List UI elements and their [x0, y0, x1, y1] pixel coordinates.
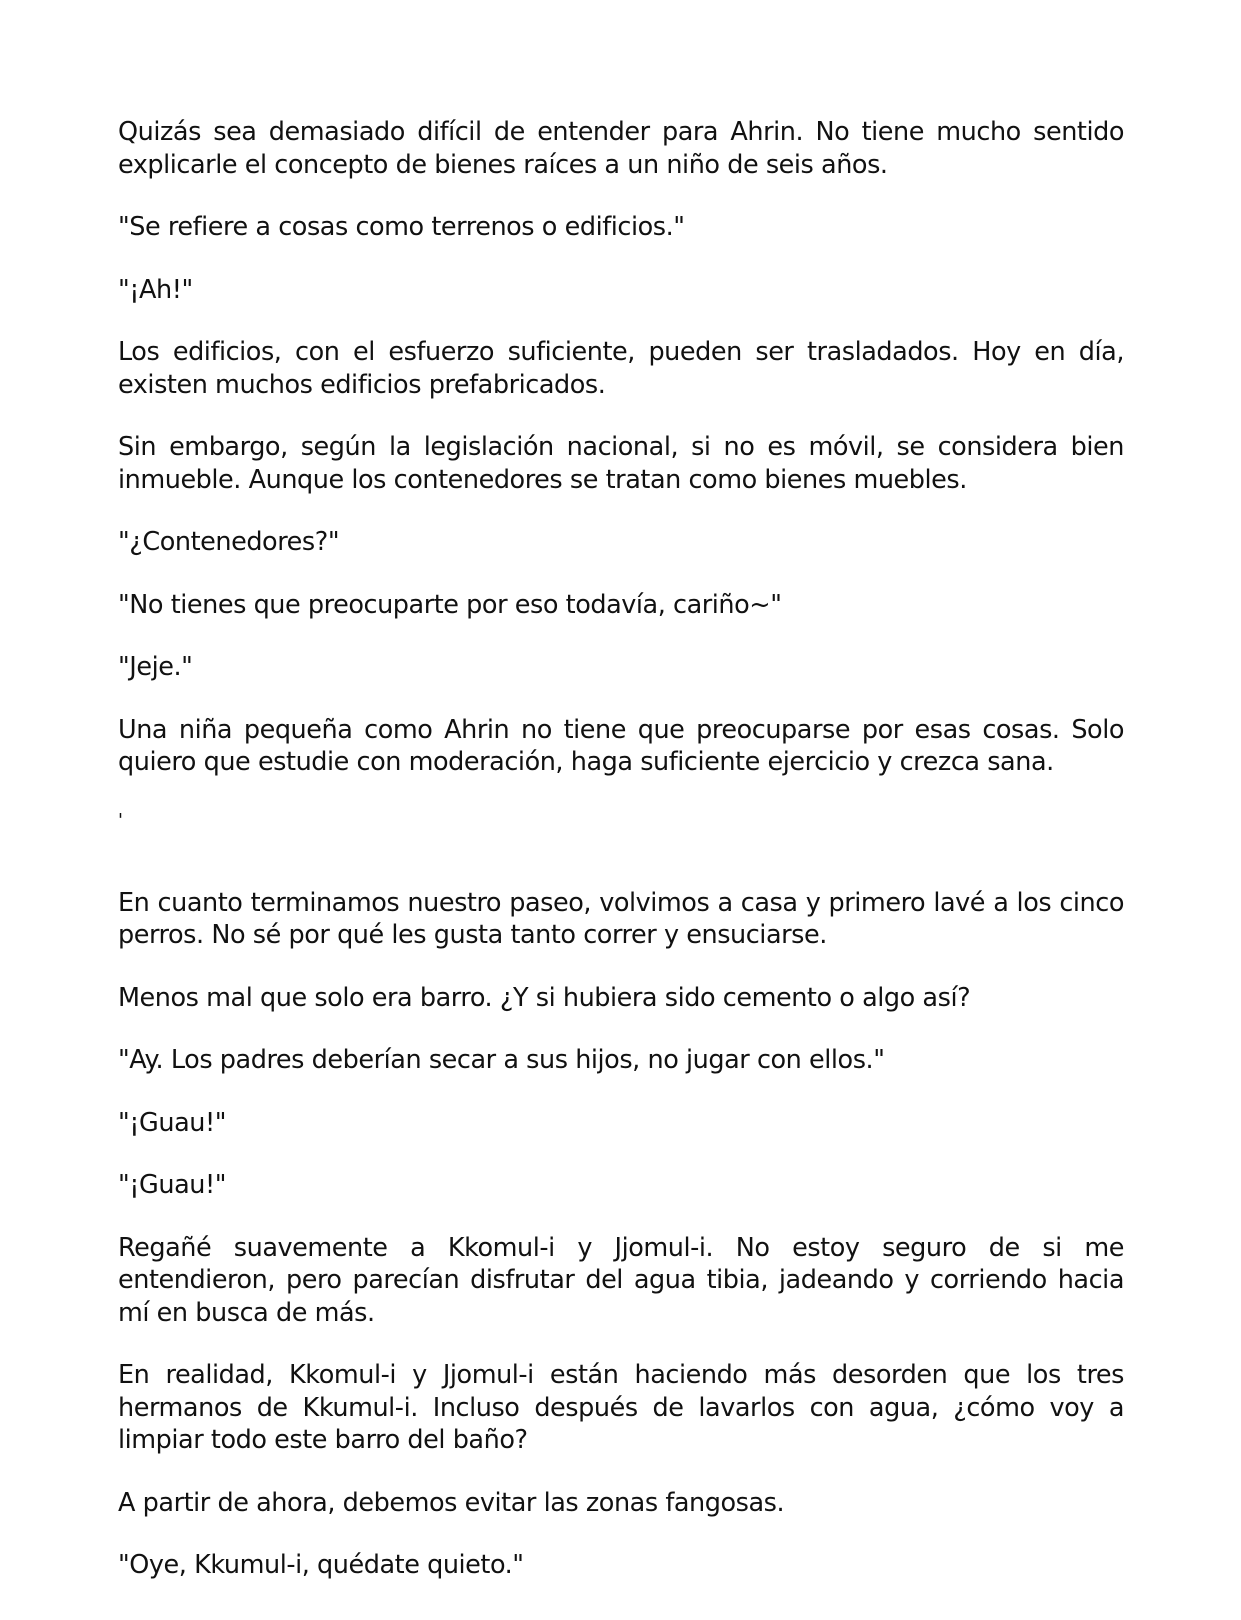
paragraph: "No tienes que preocuparte por eso todavía, cariño~" [118, 589, 782, 620]
body-text [118, 116, 1124, 1612]
paragraph: Sin embargo, según la legislación nacional, si no es móvil, se considera bien inmueble. Aunque los contenedores se tratan como bienes muebles. [118, 432, 1124, 495]
paragraph: "¡Guau!" [118, 1170, 227, 1200]
paragraph: Los edificios, con el esfuerzo suficiente, pueden ser trasladados. Hoy en día, existen muchos edificios prefabricados. [118, 337, 1124, 400]
paragraph: A partir de ahora, debemos evitar las zonas fangosas. [118, 1487, 785, 1518]
paragraph: "Jeje." [118, 652, 193, 682]
paragraph: Menos mal que solo era barro. ¿Y si hubiera sido cemento o algo así? [118, 982, 971, 1013]
section-separator-mark: ' [118, 809, 123, 831]
paragraph: En realidad, Kkomul-i y Jjomul-i están haciendo más desorden que los tres hermanos de Kkumul-i. Incluso después de lavarlos con agua, ¿cómo voy a limpiar todo este barro del baño? [118, 1360, 1124, 1455]
paragraph: "¡Guau!" [118, 1107, 227, 1138]
paragraph: Quizás sea demasiado difícil de entender para Ahrin. No tiene mucho sentido explicarle el concepto de bienes raíces a un niño de seis años. [118, 117, 1124, 180]
paragraph: "¿Contenedores?" [118, 527, 340, 557]
paragraph: "¡Ah!" [118, 274, 193, 305]
paragraph: Regañé suavemente a Kkomul-i y Jjomul-i. No estoy seguro de si me entendieron, pero parecían disfrutar del agua tibia, jadeando y corriendo hacia mí en busca de más. [118, 1232, 1124, 1328]
paragraph: Una niña pequeña como Ahrin no tiene que preocuparse por esas cosas. Solo quiero que estudie con moderación, haga suficiente ejercicio y crezca sana. [118, 714, 1124, 777]
paragraph: "Ay. Los padres deberían secar a sus hijos, no jugar con ellos." [118, 1045, 885, 1075]
paragraph: En cuanto terminamos nuestro paseo, volvimos a casa y primero lavé a los cinco perros. No sé por qué les gusta tanto correr y ensuciarse. [118, 887, 1124, 950]
paragraph: "Se refiere a cosas como terrenos o edificios." [118, 212, 685, 242]
paragraph: "Oye, Kkumul-i, quédate quieto." [118, 1550, 524, 1580]
